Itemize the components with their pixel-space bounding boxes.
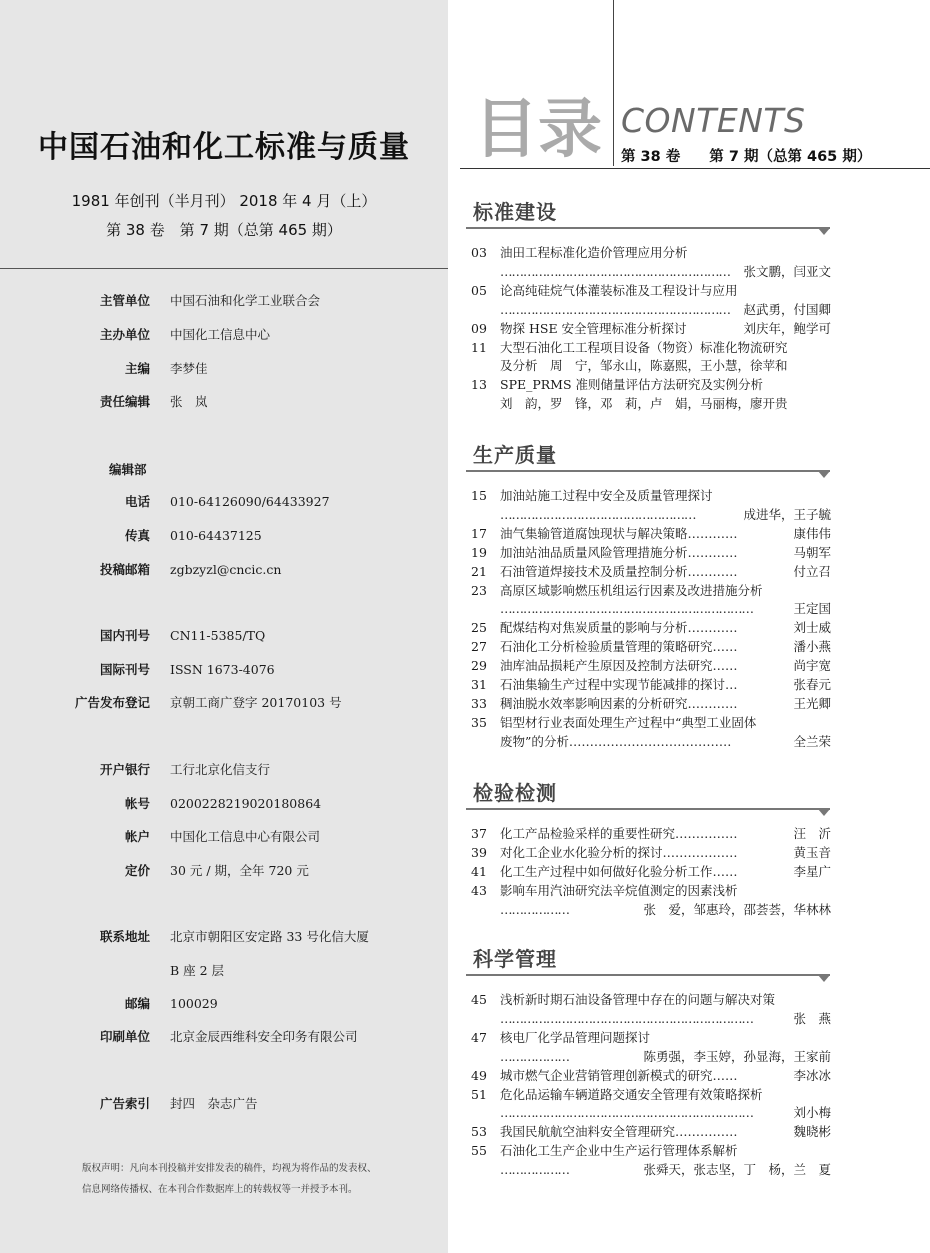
toc-entry[interactable] bbox=[471, 1104, 831, 1123]
article-title: 论高纯硅烷气体灌装标准及工程设计与应用 bbox=[500, 282, 738, 298]
dot-leader: ………………………………………………………… bbox=[500, 1010, 753, 1026]
info-label: 国际刊号 bbox=[99, 662, 150, 677]
info-value: 工行北京化信支行 bbox=[170, 762, 271, 777]
article-title: 浅析新时期石油设备管理中存在的问题与解决对策 bbox=[500, 992, 776, 1007]
article-title: 油田工程标准化造价管理应用分析 bbox=[500, 245, 688, 260]
section-marker bbox=[818, 228, 830, 235]
article-title: 石油化工生产企业中生产运行管理体系解析 bbox=[500, 1143, 738, 1159]
info-value: 30 元 / 期，全年 720 元 bbox=[170, 863, 309, 878]
toc-entry[interactable] bbox=[471, 619, 831, 638]
page-number: 17 bbox=[471, 525, 487, 541]
editorial-heading: 编辑部 bbox=[109, 462, 147, 477]
info-value: 010-64126090/64433927 bbox=[170, 494, 330, 509]
article-authors: 付立召 bbox=[793, 563, 831, 579]
info-label: 联系地址 bbox=[99, 929, 150, 944]
info-label: 主管单位 bbox=[99, 293, 150, 308]
article-authors: 张文鹏，闫亚文 bbox=[743, 263, 831, 279]
toc-entry[interactable] bbox=[471, 991, 831, 1010]
page-number: 45 bbox=[471, 992, 487, 1007]
dot-leader: ……………… bbox=[500, 1162, 569, 1178]
info-row bbox=[0, 325, 448, 345]
toc-entry[interactable] bbox=[471, 263, 831, 282]
article-authors: 刘庆年，鲍学可 bbox=[743, 320, 831, 336]
article-title: 石油集输生产过程中实现节能减排的探讨… bbox=[500, 677, 738, 692]
article-authors: 康伟伟 bbox=[793, 525, 831, 541]
info-label: 帐号 bbox=[124, 796, 150, 811]
info-row bbox=[0, 961, 448, 981]
toc-entry[interactable] bbox=[471, 301, 831, 320]
section-rule bbox=[466, 470, 830, 472]
info-value: 中国化工信息中心 bbox=[170, 327, 271, 342]
article-authors: 张舜天，张志坚，丁 杨，兰 夏 bbox=[643, 1162, 831, 1178]
section-title: 检验检测 bbox=[473, 781, 557, 805]
toc-entry[interactable] bbox=[471, 676, 831, 695]
page-number: 41 bbox=[471, 863, 487, 879]
info-row bbox=[0, 827, 448, 847]
publication-info: 1981 年创刊（半月刊） 2018 年 4 月（上） bbox=[71, 192, 377, 210]
info-row bbox=[0, 626, 448, 646]
info-row bbox=[0, 760, 448, 780]
journal-title: 中国石油和化工标准与质量 bbox=[38, 130, 410, 165]
section-marker bbox=[818, 975, 830, 982]
info-value: 100029 bbox=[170, 996, 218, 1011]
toc-entry[interactable] bbox=[471, 320, 831, 339]
article-title: SPE_PRMS 准则储量评估方法研究及实例分析 bbox=[500, 377, 764, 393]
info-value: 0200228219020180864 bbox=[170, 796, 322, 811]
dot-leader: ……………… bbox=[500, 1048, 569, 1064]
page-number: 25 bbox=[471, 620, 487, 636]
info-label: 定价 bbox=[124, 863, 150, 878]
page-number: 19 bbox=[471, 544, 487, 560]
toc-entry[interactable] bbox=[471, 1161, 831, 1180]
dot-leader: ………………………………………………………… bbox=[500, 1105, 753, 1121]
toc-entry[interactable] bbox=[471, 506, 831, 525]
toc-entry[interactable] bbox=[471, 544, 831, 563]
page-number: 49 bbox=[471, 1067, 487, 1083]
info-value: 封四 杂志广告 bbox=[170, 1096, 258, 1111]
article-title: 石油管道焊接技术及质量控制分析………… bbox=[500, 563, 738, 579]
section-marker bbox=[818, 471, 830, 478]
toc-entry[interactable] bbox=[471, 563, 831, 582]
article-title: 刘 韵，罗 锋，邓 莉，卢 娟，马丽梅，廖开贵 bbox=[500, 396, 788, 412]
article-title: 大型石油化工工程项目设备（物资）标准化物流研究 bbox=[500, 339, 788, 355]
toc-entry[interactable] bbox=[471, 357, 831, 376]
article-authors: 黄玉音 bbox=[793, 844, 831, 860]
info-row bbox=[0, 526, 448, 546]
toc-entry[interactable] bbox=[471, 600, 831, 619]
section-rule bbox=[466, 808, 830, 810]
article-title: 加油站油品质量风险管理措施分析………… bbox=[500, 544, 738, 560]
toc-entry[interactable] bbox=[471, 1142, 831, 1161]
copyright-line: 版权声明：凡向本刊投稿并安排发表的稿件，均视为将作品的发表权、 bbox=[82, 1163, 377, 1174]
article-title: 铝型材行业表面处理生产过程中“典型工业固体 bbox=[500, 714, 757, 730]
info-row bbox=[0, 392, 448, 412]
toc-entry[interactable] bbox=[471, 863, 831, 882]
section-rule bbox=[466, 974, 830, 976]
info-value: ISSN 1673-4076 bbox=[170, 662, 275, 677]
article-authors: 成进华，王子毓 bbox=[743, 506, 831, 522]
article-authors: 王光卿 bbox=[793, 695, 831, 711]
article-authors: 赵武勇，付国卿 bbox=[743, 301, 831, 317]
volume-info: 第 38 卷 第 7 期（总第 465 期） bbox=[106, 221, 342, 239]
masthead-panel bbox=[0, 0, 448, 1253]
divider bbox=[613, 0, 614, 166]
page-number: 39 bbox=[471, 844, 487, 860]
section-title: 科学管理 bbox=[473, 947, 557, 971]
info-label: 帐户 bbox=[124, 829, 150, 844]
page-number: 53 bbox=[471, 1124, 487, 1140]
info-row bbox=[0, 927, 448, 947]
info-value: 李梦佳 bbox=[170, 361, 208, 376]
toc-entry[interactable] bbox=[471, 657, 831, 676]
section-marker bbox=[818, 809, 830, 816]
page-number: 31 bbox=[471, 677, 487, 692]
copyright-notice bbox=[82, 1158, 432, 1200]
toc-entry[interactable] bbox=[471, 1029, 831, 1048]
section-title: 生产质量 bbox=[473, 443, 557, 467]
toc-entry[interactable] bbox=[471, 1010, 831, 1029]
info-row bbox=[0, 794, 448, 814]
toc-entry[interactable] bbox=[471, 376, 831, 395]
toc-entry[interactable] bbox=[471, 714, 831, 733]
toc-entry[interactable] bbox=[471, 1086, 831, 1105]
info-label: 邮编 bbox=[124, 996, 150, 1011]
article-authors: 潘小燕 bbox=[793, 639, 831, 655]
page-number: 09 bbox=[471, 320, 487, 336]
info-row bbox=[0, 1027, 448, 1047]
article-title: 配煤结构对焦炭质量的影响与分析………… bbox=[500, 620, 738, 636]
article-authors: 魏晓彬 bbox=[793, 1124, 831, 1140]
article-authors: 张 燕 bbox=[793, 1010, 831, 1026]
toc-entry[interactable] bbox=[471, 733, 831, 752]
article-title: 及分析 周 宁，邹永山，陈嘉熙，王小慧，徐苹和 bbox=[500, 358, 788, 374]
article-authors: 陈勇强，李玉婷，孙显海，王家前 bbox=[643, 1048, 831, 1064]
toc-entry[interactable] bbox=[471, 901, 831, 920]
article-title: 化工生产过程中如何做好化验分析工作…… bbox=[500, 863, 738, 879]
info-label: 主编 bbox=[124, 361, 150, 376]
article-title: 我国民航航空油料安全管理研究…………… bbox=[500, 1124, 738, 1140]
article-title: 城市燃气企业营销管理创新模式的研究…… bbox=[500, 1067, 738, 1083]
article-title: 废物”的分析………………………………… bbox=[500, 733, 732, 749]
info-row bbox=[0, 693, 448, 713]
toc-entry[interactable] bbox=[471, 1123, 831, 1142]
article-authors: 李星广 bbox=[793, 863, 831, 879]
toc-entry[interactable] bbox=[471, 582, 831, 601]
info-row bbox=[0, 560, 448, 580]
toc-entry[interactable] bbox=[471, 244, 831, 263]
page-number: 37 bbox=[471, 826, 487, 841]
info-row bbox=[0, 660, 448, 680]
info-value: zgbzyzl@cncic.cn bbox=[170, 562, 282, 577]
dot-leader: ……………… bbox=[500, 901, 569, 917]
article-title: 石油化工分析检验质量管理的策略研究…… bbox=[500, 639, 738, 655]
page-number: 33 bbox=[471, 695, 487, 711]
article-title: 高原区域影响燃压机组运行因素及改进措施分析 bbox=[500, 582, 763, 598]
article-title: 对化工企业水化验分析的探讨……………… bbox=[500, 844, 738, 860]
info-value: 张 岚 bbox=[170, 394, 208, 409]
info-label: 投稿邮箱 bbox=[99, 562, 150, 577]
info-value: 中国石油和化学工业联合会 bbox=[170, 293, 321, 308]
page-number: 23 bbox=[471, 582, 487, 598]
toc-entry[interactable] bbox=[471, 339, 831, 358]
article-authors: 马朝军 bbox=[793, 544, 831, 560]
section-rule bbox=[466, 227, 830, 229]
divider bbox=[0, 268, 448, 269]
article-authors: 张 爱，邹惠玲，邵荟荟，华林林 bbox=[643, 901, 831, 917]
copyright-line: 信息网络传播权、在本刊合作数据库上的转载权等一并授予本刊。 bbox=[82, 1184, 358, 1195]
page-number: 43 bbox=[471, 882, 487, 898]
info-row bbox=[0, 1094, 448, 1114]
info-value: 010-64437125 bbox=[170, 528, 262, 543]
page-number: 27 bbox=[471, 639, 487, 655]
toc-entry[interactable] bbox=[471, 844, 831, 863]
page-number: 29 bbox=[471, 658, 487, 674]
divider bbox=[460, 168, 930, 169]
page-number: 13 bbox=[471, 377, 487, 393]
article-title: 影响车用汽油研究法辛烷值测定的因素浅析 bbox=[500, 882, 738, 898]
article-authors: 刘小梅 bbox=[793, 1105, 831, 1121]
article-authors: 汪 沂 bbox=[793, 826, 831, 841]
article-authors: 王定国 bbox=[793, 601, 831, 617]
info-row bbox=[0, 861, 448, 881]
info-value: 北京金辰西维科安全印务有限公司 bbox=[170, 1029, 358, 1044]
page-number: 03 bbox=[471, 245, 487, 260]
info-label: 广告索引 bbox=[99, 1096, 150, 1111]
info-value: 京朝工商广登字 20170103 号 bbox=[170, 695, 342, 710]
info-label: 责任编辑 bbox=[99, 394, 150, 409]
page-number: 47 bbox=[471, 1029, 487, 1045]
page-number: 11 bbox=[471, 339, 487, 355]
article-title: 核电厂化学品管理问题探讨 bbox=[500, 1029, 651, 1045]
article-authors: 李冰冰 bbox=[793, 1067, 831, 1083]
dot-leader: ………………………………………………………… bbox=[500, 601, 753, 617]
toc-entry[interactable] bbox=[471, 1067, 831, 1086]
article-authors: 张春元 bbox=[793, 677, 831, 692]
contents-heading: 目录 bbox=[474, 93, 602, 167]
article-title: 加油站施工过程中安全及质量管理探讨 bbox=[500, 488, 713, 503]
article-title: 危化品运输车辆道路交通安全管理有效策略探析 bbox=[500, 1086, 763, 1102]
section-title: 标准建设 bbox=[473, 200, 557, 224]
article-title: 物探 HSE 安全管理标准分析探讨 bbox=[500, 320, 687, 336]
page-number: 05 bbox=[471, 282, 487, 298]
article-authors: 尚宇宽 bbox=[793, 658, 831, 674]
info-value: CN11-5385/TQ bbox=[170, 628, 266, 643]
toc-entry[interactable] bbox=[471, 825, 831, 844]
info-row bbox=[0, 291, 448, 311]
page-number: 51 bbox=[471, 1086, 487, 1102]
toc-entry[interactable] bbox=[471, 638, 831, 657]
issue-info: 第 38 卷 第 7 期（总第 465 期） bbox=[621, 149, 872, 165]
dot-leader: …………………………………………………… bbox=[500, 263, 730, 279]
info-label: 主办单位 bbox=[99, 327, 150, 342]
info-row bbox=[0, 359, 448, 379]
info-label: 传真 bbox=[124, 528, 150, 543]
info-label: 广告发布登记 bbox=[74, 695, 150, 710]
toc-entry[interactable] bbox=[471, 487, 831, 506]
toc-entry[interactable] bbox=[471, 282, 831, 301]
info-value: 中国化工信息中心有限公司 bbox=[170, 829, 321, 844]
page-number: 21 bbox=[471, 563, 487, 579]
info-row bbox=[0, 492, 448, 512]
toc-entry[interactable] bbox=[471, 395, 831, 414]
info-label: 印刷单位 bbox=[99, 1029, 150, 1044]
article-title: 油气集输管道腐蚀现状与解决策略………… bbox=[500, 525, 738, 541]
info-value: 北京市朝阳区安定路 33 号化信大厦 bbox=[170, 929, 369, 944]
toc-entry[interactable] bbox=[471, 695, 831, 714]
dot-leader: …………………………………………… bbox=[500, 506, 696, 522]
page-number: 35 bbox=[471, 714, 487, 730]
info-label: 电话 bbox=[124, 494, 150, 509]
article-title: 化工产品检验采样的重要性研究…………… bbox=[500, 826, 738, 841]
dot-leader: …………………………………………………… bbox=[500, 301, 730, 317]
toc-entry[interactable] bbox=[471, 1048, 831, 1067]
info-label: 开户银行 bbox=[99, 762, 150, 777]
contents-heading-en: CONTENTS bbox=[621, 101, 806, 140]
toc-entry[interactable] bbox=[471, 525, 831, 544]
article-authors: 刘士威 bbox=[793, 620, 831, 636]
info-row bbox=[0, 994, 448, 1014]
page-number: 15 bbox=[471, 488, 487, 503]
info-label: 国内刊号 bbox=[99, 628, 150, 643]
article-title: 稠油脱水效率影响因素的分析研究………… bbox=[500, 695, 738, 711]
info-value: B 座 2 层 bbox=[170, 963, 225, 978]
article-title: 油库油品损耗产生原因及控制方法研究…… bbox=[500, 658, 738, 674]
article-authors: 全兰荣 bbox=[793, 733, 831, 749]
toc-entry[interactable] bbox=[471, 882, 831, 901]
page-number: 55 bbox=[471, 1143, 487, 1159]
